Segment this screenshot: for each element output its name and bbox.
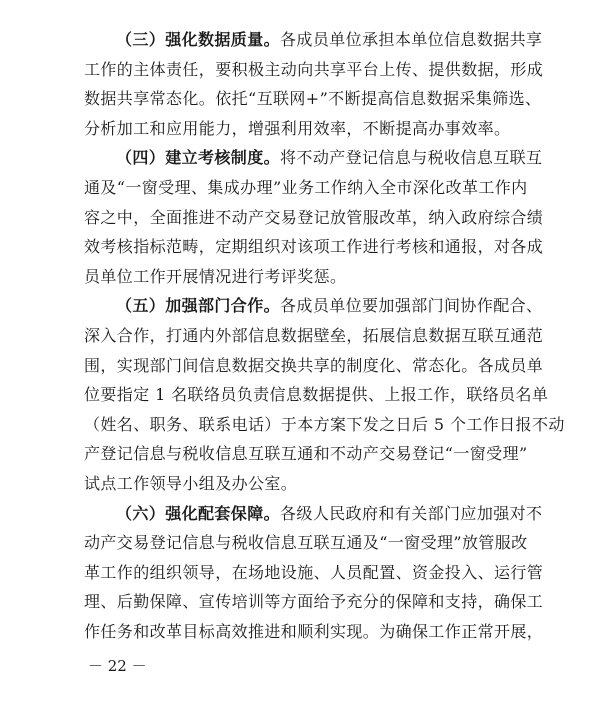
- paragraph-first-line: [84, 25, 543, 55]
- paragraph-supporting-guarantee: [84, 499, 544, 647]
- body-line: 理、后勤保障、宣传培训等方面给予充分的保障和支持，确保工: [84, 592, 544, 612]
- body-line: 产登记信息与税收信息互联互通和不动产交易登记“一窗受理”: [84, 444, 528, 464]
- body-line: 动产交易登记信息与税收信息互联互通及“一窗受理”放管服改: [84, 533, 528, 553]
- body-line: 员单位工作开展情况进行考评奖惩。: [84, 266, 347, 286]
- body-line: 效考核指标范畴，定期组织对该项工作进行考核和通报，对各成: [84, 237, 544, 257]
- body-line: 试点工作领导小组及办公室。: [84, 473, 298, 493]
- body-text: 各成员单位要加强部门间协作配合、: [280, 296, 543, 316]
- body-line: 容之中，全面推进不动产交易登记放管服改革，纳入政府综合绩: [84, 207, 544, 227]
- body-text: 各成员单位承担本单位信息数据共享: [280, 30, 543, 49]
- section-heading: （三）强化数据质量。: [116, 30, 281, 49]
- paragraph-first-line: [84, 143, 543, 173]
- body-line: （姓名、职务、联系电话）于本方案下发之日后 5 个工作日报不动: [84, 414, 565, 434]
- body-text: 各级人民政府和有关部门应加强对不: [280, 503, 543, 523]
- paragraph-first-line: [84, 291, 543, 321]
- page-number: － 22 －: [88, 657, 147, 675]
- body-line: 作任务和改革目标高效推进和顺利实现。为确保工作正常开展，: [84, 621, 544, 641]
- body-text: 将不动产登记信息与税收信息互联互: [280, 148, 543, 168]
- paragraph-first-line: [84, 499, 543, 529]
- paragraph-assessment-system: [84, 143, 544, 291]
- document-body: [84, 25, 565, 646]
- body-line: 数据共享常态化。依托“互联网+”不断提高信息数据采集筛选、: [84, 89, 542, 109]
- body-line: 围，实现部门间信息数据交换共享的制度化、常态化。各成员单: [84, 355, 544, 375]
- body-line: 工作的主体责任，要积极主动向共享平台上传、提供数据，形成: [84, 59, 544, 79]
- body-line: 位要指定 1 名联络员负责信息数据提供、上报工作，联络员名单: [84, 385, 549, 405]
- paragraph-data-quality: [84, 25, 544, 143]
- body-line: 通及“一窗受理、集成办理”业务工作纳入全市深化改革工作内: [84, 177, 528, 197]
- body-line: 革工作的组织领导，在场地设施、人员配置、资金投入、运行管: [84, 562, 544, 582]
- section-heading: （五）加强部门合作。: [116, 296, 281, 316]
- section-heading: （六）强化配套保障。: [116, 503, 281, 523]
- body-line: 分析加工和应用能力，增强利用效率，不断提高办事效率。: [84, 118, 511, 138]
- section-heading: （四）建立考核制度。: [116, 148, 281, 168]
- body-line: 深入合作，打通内外部信息数据壁垒，拓展信息数据互联互通范: [84, 325, 544, 345]
- paragraph-department-cooperation: [84, 291, 565, 498]
